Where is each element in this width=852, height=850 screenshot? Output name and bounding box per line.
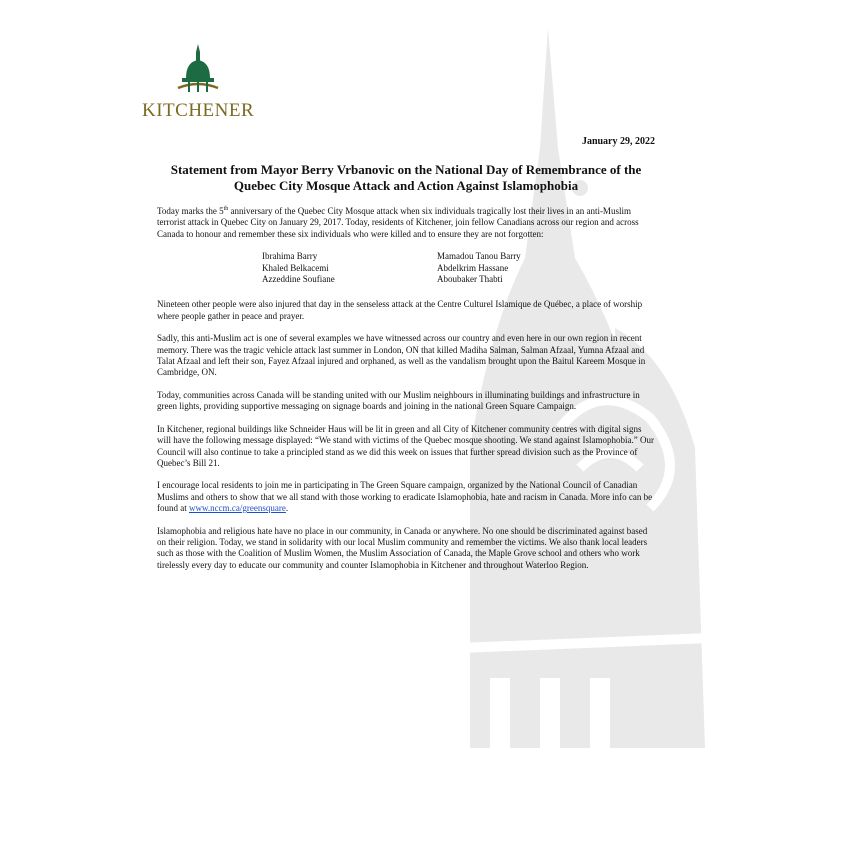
statement-body bbox=[157, 206, 655, 582]
victims-list bbox=[262, 251, 655, 285]
paragraph-intro: Today marks the 5th anniversary of the Quebec City Mosque attack when six individuals tragically lost their lives in an anti-Muslim terrorist attack in Quebec City on January 29, 2017. Today, residents of Kitchener, join fellow Canadians across our region and across Canada to honour and remember these six individuals who were killed and to ensure they are not forgotten: bbox=[157, 206, 639, 239]
victim-name: Khaled Belkacemi bbox=[262, 262, 329, 273]
paragraph-closing: Islamophobia and religious hate have no place in our community, in Canada or anywhere. No one should be discriminated against based on their religion. Today, we stand in solidarity with our local Muslim community and remember the victims. We also thank local leaders such as those with the Coalition of Muslim Women, the Muslim Association of Canada, the Maple Grove school and others who work tirelessly every day to educate our community and counter Islamophobia in Kitchener and throughout Waterloo Region. bbox=[157, 525, 648, 570]
statement-title: Statement from Mayor Berry Vrbanovic on the National Day of Remembrance of the Quebec City Mosque Attack and Action Against Islamophobia bbox=[170, 162, 642, 193]
victim-name: Aboubaker Thabti bbox=[437, 274, 503, 285]
paragraph-examples: Sadly, this anti-Muslim act is one of several examples we have witnessed across our country and even here in our own region in recent memory. There was the tragic vehicle attack last summer in London, ON that killed Madiha Salman, Salman Afzaal, Yumna Afzaal and Talat Afzaal and left their son, Fayez Afzaal injured and orphaned, as well as the vandalism brought upon the Baitul Kareem Mosque in Cambridge, ON. bbox=[157, 333, 646, 378]
city-hall-dome-icon bbox=[174, 44, 222, 100]
paragraph-communities: Today, communities across Canada will be standing united with our Muslim neighbours in illuminating buildings and infrastructure in green lights, providing supportive messaging on signage boards and joining in the national Green Square Campaign. bbox=[157, 389, 640, 412]
victim-name: Ibrahima Barry bbox=[262, 251, 318, 262]
victim-name: Abdelkrim Hassane bbox=[437, 262, 509, 273]
kitchener-logo bbox=[142, 44, 254, 128]
paragraph-kitchener: In Kitchener, regional buildings like Schneider Haus will be lit in green and all City of Kitchener community centres with digital signs will have the following message displayed: “We stand with victims of the Quebec mosque shooting. We stand against Islamophobia.” Our Council will also continue to take a principled stand as we did this week on issues that further spread division such as the Province of Quebec’s Bill 21. bbox=[157, 423, 655, 468]
logo-wordmark: KITCHENER bbox=[142, 100, 255, 121]
victim-name: Mamadou Tanou Barry bbox=[437, 251, 521, 262]
paragraph-injured: Nineteen other people were also injured that day in the senseless attack at the Centre Culturel Islamique de Québec, a place of worship where people gather in peace and prayer. bbox=[157, 299, 643, 321]
victim-name: Azzeddine Soufiane bbox=[262, 274, 335, 285]
paragraph-green-square: I encourage local residents to join me in participating in The Green Square campaign, organized by the National Council of Canadian Muslims and others to show that we all stand with those working to eradicate Islamophobia, hate and racism in Canada. More info can be found at www.nccm.ca/greensquare. bbox=[157, 480, 653, 514]
statement-date: January 29, 2022 bbox=[581, 136, 655, 147]
nccm-green-square-link[interactable]: www.nccm.ca/greensquare bbox=[189, 503, 286, 514]
